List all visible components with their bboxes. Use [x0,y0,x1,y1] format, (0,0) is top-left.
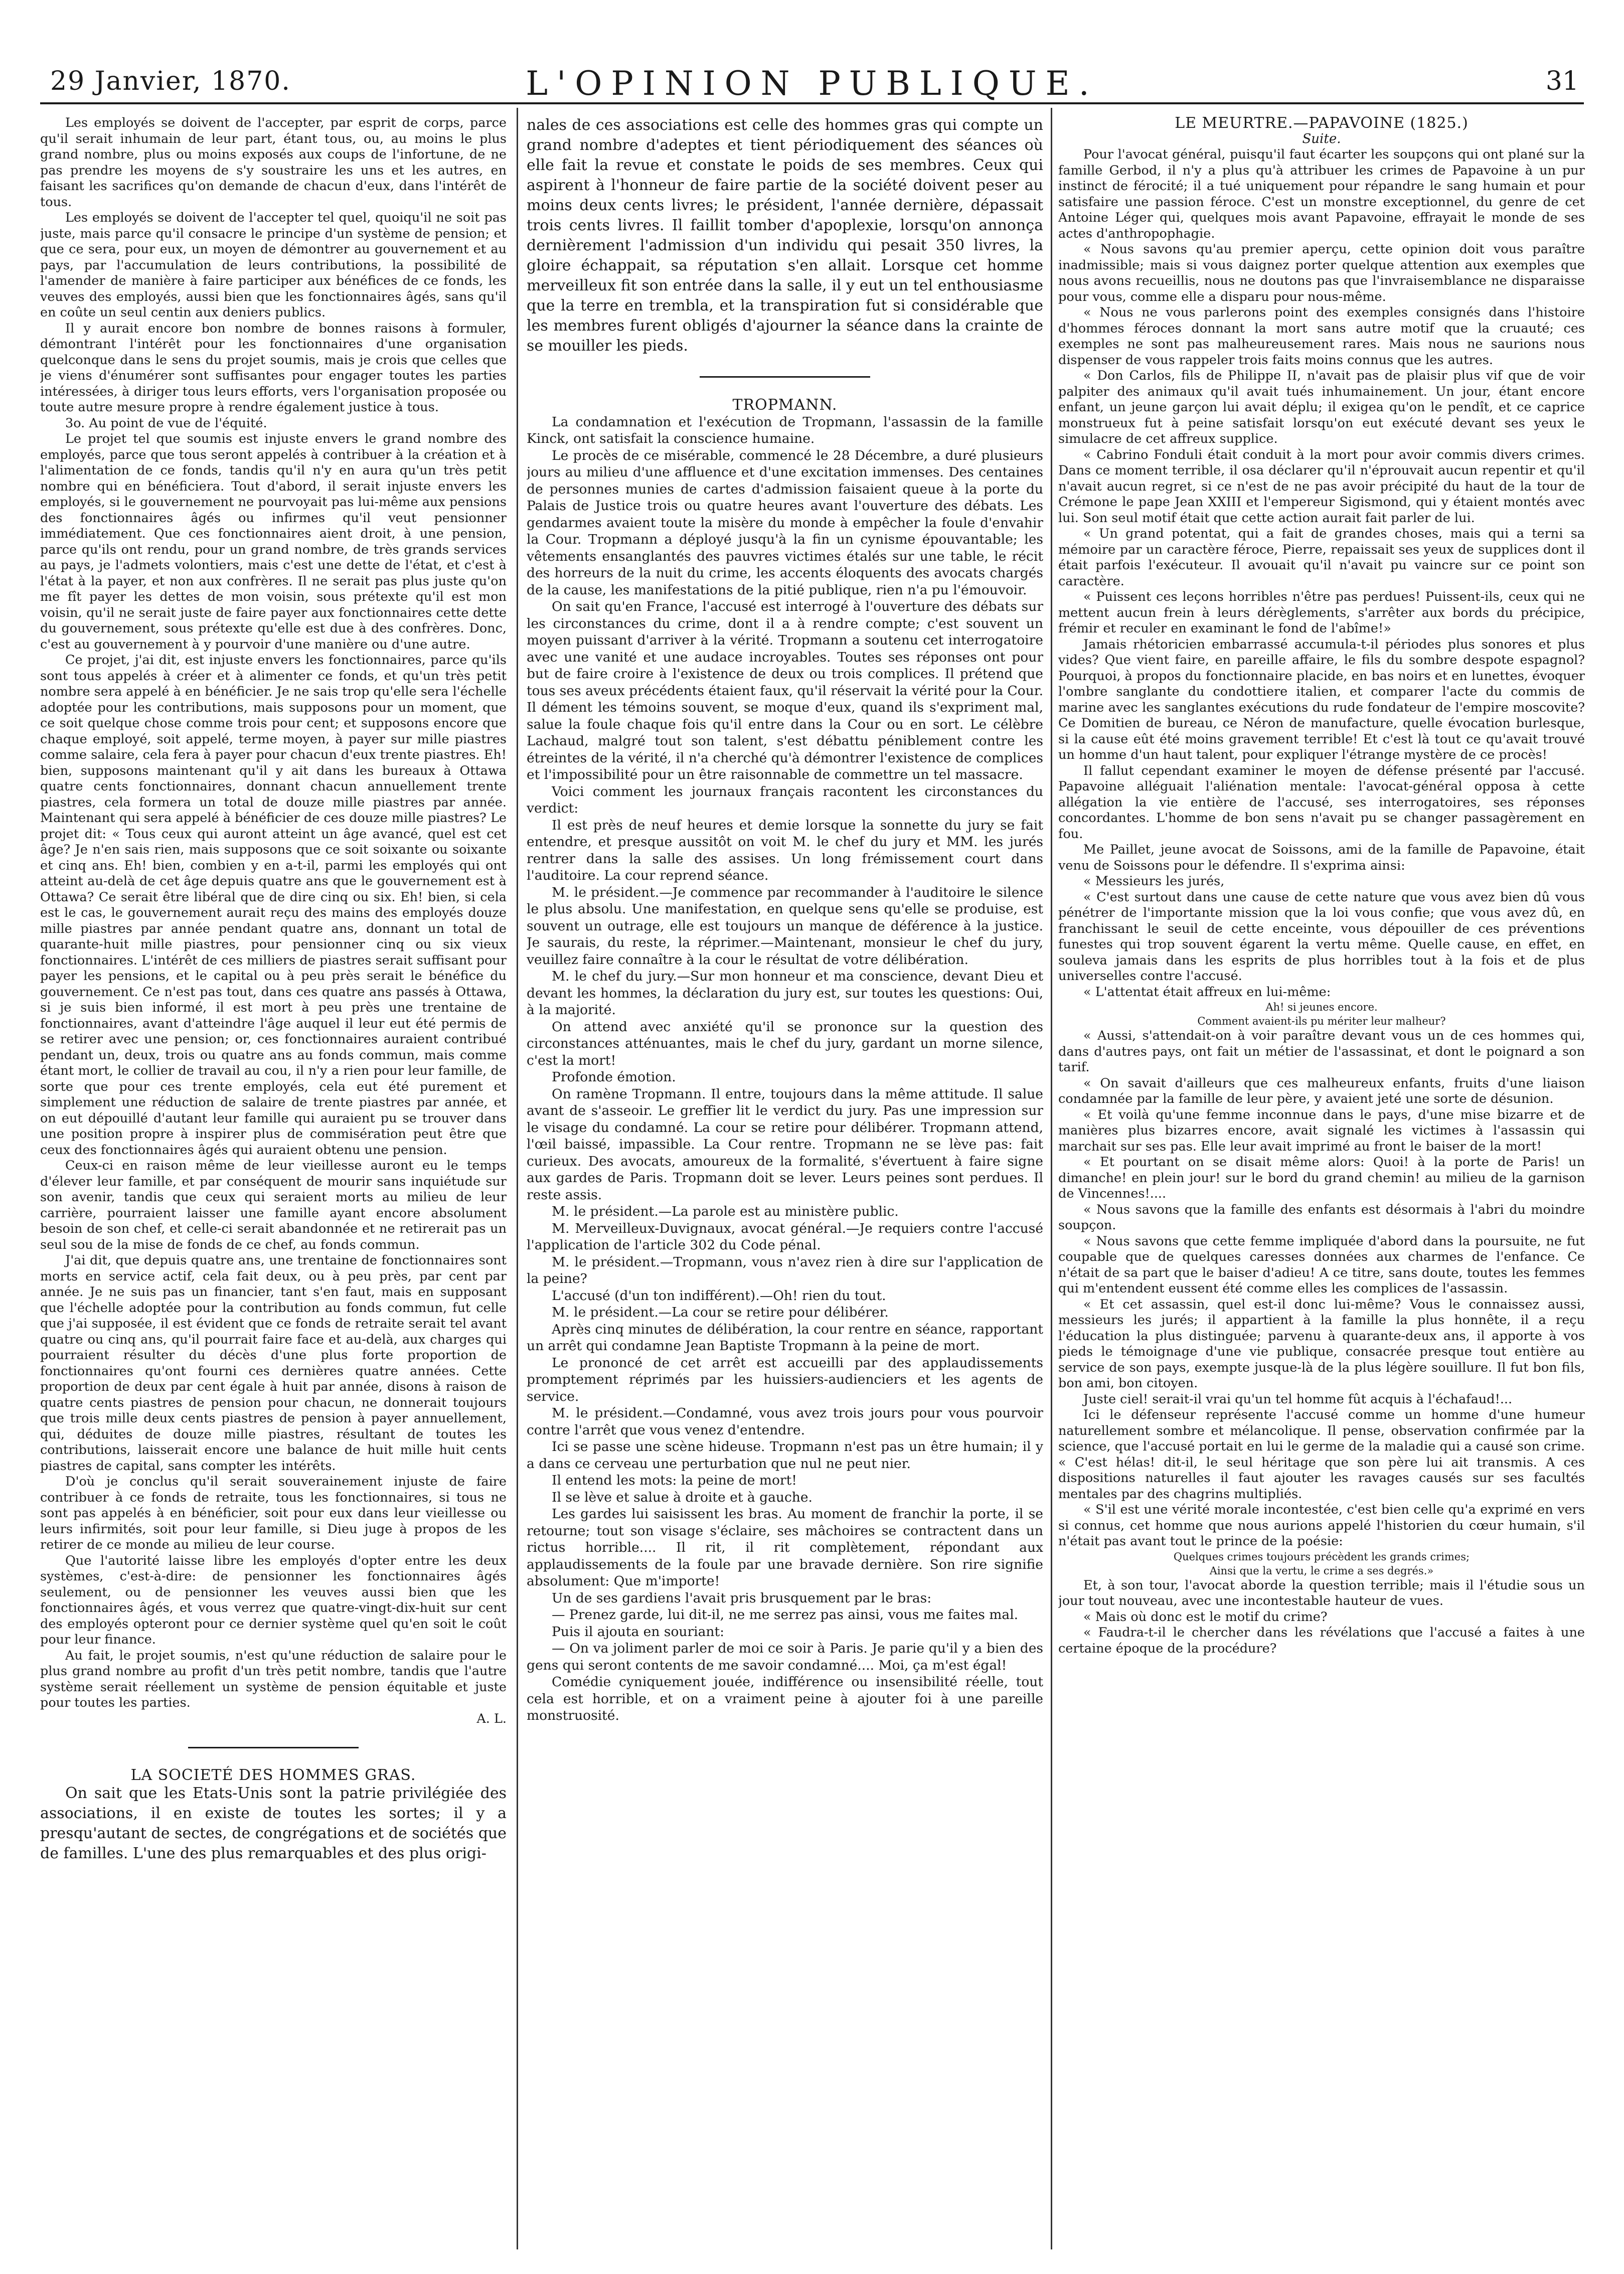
paragraph: « Faudra-t-il le chercher dans les révélations que l'accusé a faites à une certaine époque de la procédure? [1058,1625,1585,1656]
verse-line: Quelques crimes toujours précèdent les grands crimes; [1173,1550,1470,1563]
paragraph: Ici se passe une scène hideuse. Tropmann n'est pas un être humain; il y a dans ce cerveau une perturbation que nul ne peut nier. [527,1439,1043,1472]
paragraph: « Messieurs les jurés, [1083,874,1225,889]
paragraph: « Un grand potentat, qui a fait de grandes choses, mais qui a terni sa mémoire par un caractère féroce, Pierre, repaissait ses yeux de supplices dont il était parfois l'exécuteur. Il avouait qu'il n'avait pu vaincre sur ce point son caractère. [1058,526,1585,589]
papavoine-article [1058,147,1585,1000]
paragraph: M. le président.—Je commence par recommander à l'auditoire le silence le plus absolu. Une manifestation, en quelque sens qu'elle se produise, est souvent un outrage, elle est toujours un manque de déférence à la justice. Je saurais, du reste, la réprimer.—Maintenant, monsieur le chef du jury, veuillez faire connaître à la cour le résultat de votre délibération. [527,884,1043,967]
paragraph: M. le président.—La parole est au ministère public. [552,1204,899,1219]
paragraph: On attend avec anxiété qu'il se prononce sur la question des circonstances atténuantes, mais le chef du jury, gardant un morne silence, c'est la mort! [527,1019,1043,1068]
column-divider [1051,108,1052,2249]
paragraph: « On savait d'ailleurs que ces malheureux enfants, fruits d'une liaison condamnée par la famille de leur père, y avaient jeté une sorte de désunion. [1058,1075,1585,1106]
paragraph: L'accusé (d'un ton indifférent).—Oh! rien du tout. [552,1287,886,1304]
article-signature: A. L. [476,1711,507,1726]
paragraph: M. le président.—Tropmann, vous n'avez rien à dire sur l'application de la peine? [527,1254,1043,1286]
paragraph: Les gardes lui saisissent les bras. Au moment de franchir la porte, il se retourne; tout son visage s'éclaire, ses mâchoires se contractent dans un rictus horrible.... Il rit, il rit complètement, répondant aux applaudissements de la foule par une bravade dernière. Son rire signifie absolument: Que m'importe! [527,1506,1043,1589]
paragraph: « Et cet assassin, quel est-il donc lui-même? Vous le connaissez aussi, messieurs les jurés; il appartient à la famille la plus honnête, il a reçu l'éducation la plus distinguée; parvenu à quarante-deux ans, il apporte à vos pieds le témoignage d'une vie publique, consacrée presque tout entière au service de son pays, exempte jusque-là de la plus légère souillure. Il fut bon fils, bon ami, bon citoyen. [1058,1296,1585,1391]
paragraph: M. le président.—Condamné, vous avez trois jours pour vous pourvoir contre l'arrêt que vous venez d'entendre. [527,1405,1043,1438]
paragraph: Il entend les mots: la peine de mort! [552,1473,797,1488]
page-header [40,64,1584,104]
column-1 [40,115,507,2242]
paragraph: Le prononcé de cet arrêt est accueilli par des applaudissements promptement réprimés par les huissiers-audienciers et les agents de service. [527,1355,1043,1404]
paragraph: Que l'autorité laisse libre les employés d'opter entre les deux systèmes, c'est-à-dire: de pensionner les fonctionnaires âgés seulement, ou de pensionner les veuves aussi bien que les fonctionnaires âgés, et vous verrez que quatre-vingt-dix-huit sur cent des employés opteront pour ce dernier système quel qu'en soit le coût pour leur finance. [40,1553,507,1647]
paragraph: Les employés se doivent de l'accepter tel quel, quoiqu'il ne soit pas juste, mais parce qu'il consacre le principe d'un système de pension; et que ce sera, pour eux, un moyen de démontrer au gouvernement et au pays, par l'accumulation de leurs contributions, la possibilité de l'amender de manière à faire participer aux bénéfices de ce fonds, les veuves des employés, aussi bien que les fonctionnaires âgés, sans qu'il en coûte un seul centin aux deniers publics. [40,210,507,320]
paragraph: Comédie cyniquement jouée, indifférence ou insensibilité réelle, tout cela est horrible, et on a vraiment peine à ajouter foi à une pareille monstruosité. [527,1674,1043,1723]
paragraph: Après cinq minutes de délibération, la cour rentre en séance, rapportant un arrêt qui condamne Jean Baptiste Tropmann à la peine de mort. [527,1321,1043,1354]
paragraph: D'où je conclus qu'il serait souverainement injuste de faire contribuer à ce fonds de retraite, tous les fonctionnaires, si tous ne sont pas appelés à en bénéficier, soit pour eux dans leur vieillesse ou leurs infirmités, soit pour leur famille, si Dieu juge à propos de les retirer de ce monde au milieu de leur course. [40,1474,507,1552]
paragraph: Au fait, le projet soumis, n'est qu'une réduction de salaire pour le plus grand nombre au profit d'un très petit nombre, tandis que l'autre système serait réellement un système de pension équitable et juste pour toutes les parties. [40,1648,507,1710]
paragraph: Il y aurait encore bon nombre de bonnes raisons à formuler, démontrant l'intérêt pour les fonctionnaires d'une organisation quelconque dans le sens du projet soumis, mais je crois que celles que je viens d'énumérer sont suffisantes pour engager toutes les parties intéressées, à diriger tous leurs efforts, vers l'organisation proposée ou toute autre mesure propre à rendre également justice à tous. [40,320,507,415]
paragraph: « Mais où donc est le motif du crime? [1083,1609,1328,1625]
paragraph: On sait qu'en France, l'accusé est interrogé à l'ouverture des débats sur les circonstances du crime, dont il a à rendre compte; c'est souvent un moyen puissant d'arriver à la vérité. Tropmann a soutenu cet interrogatoire avec une vanité et une audace incroyables. Toutes ses réponses ont pour but de faire croire à l'existence de deux ou trois complices. Il prétend que tous ses aveux précédents étaient faux, qu'il réservait la vérité pour la Cour. Il dément les témoins souvent, se moque d'eux, quand ils s'expriment mal, salue la foule chaque fois qu'il entre dans la Cour ou en sort. Le célèbre Lachaud, malgré tout son talent, s'est débattu péniblement contre les étreintes de la vérité, il n'a cherché qu'à démontrer l'existence de complices et l'impossibilité pour un être raisonnable de commettre un tel massacre. [527,599,1043,782]
section-rule [188,1747,359,1748]
paragraph: « L'attentat était affreux en lui-même: [1083,984,1331,1000]
section-rule [700,376,870,378]
pension-article [40,115,507,1711]
verse-line: Ah! si jeunes encore. [1265,1001,1378,1013]
paragraph: M. le président.—La cour se retire pour délibérer. [552,1305,889,1320]
section-subtitle: Suite. [1302,131,1341,146]
paragraph: Il fallut cependant examiner le moyen de défense présenté par l'accusé. Papavoine alléguait l'aliénation mentale: l'avocat-général opposa à cette allégation la vie entière de l'accusé, ses interrogatoires, ses réponses concordantes. L'homme de bon sens n'avait pu se changer passagèrement en fou. [1058,763,1585,842]
paragraph: Juste ciel! serait-il vrai qu'un tel homme fût acquis à l'échafaud!... [1083,1391,1513,1407]
paragraph: Profonde émotion. [552,1069,676,1085]
paragraph: Ceux-ci en raison même de leur vieillesse auront eu le temps d'élever leur famille, et par conséquent de mourir sans inquiétude sur son avenir, tandis que ceux qui seraient morts au milieu de leur carrière, pourraient laisser une famille ayant encore absolument besoin de son chef, et celle-ci serait abandonnée et ne retirerait pas un seul sou de la mise de fonds de ce chef, au fonds commun. [40,1158,507,1252]
paragraph: Ce projet, j'ai dit, est injuste envers les fonctionnaires, parce qu'ils sont tous appelés à créer et à alimenter ce fonds, et qu'un très petit nombre sera appelé à en bénéficier. Je ne sais trop qu'elle sera l'échelle adoptée pour les contributions, mais supposons pour un moment, que ce soit quelque chose comme trois pour cent; et supposons encore que chaque employé, soit appelé, terme moyen, à payer sur mille piastres comme salaire, cela fera à payer pour chacun d'eux trente piastres. Eh! bien, supposons maintenant qu'il y ait dans les bureaux à Ottawa quatre cents fonctionnaires, donnant chacun annuellement trente piastres, cela formera un total de douze mille piastres par année. Maintenant qui sera appelé à bénéficier de ces douze mille piastres? Le projet dit: « Tous ceux qui auront atteint un âge avancé, quel est cet âge? Je n'en sais rien, mais supposons que ce soit soixante ou soixante et cinq ans. Eh! bien, combien y en a-t-il, parmi les employés qui ont atteint au-delà de cet âge depuis quatre ans que le gouvernement est à Ottawa? Ce serait être libéral que de dire cinq ou six. Eh! bien, si cela est le cas, le gouvernement aurait reçu des mains des employés douze mille piastres par année pendant quatre ans, donnant un total de quarante-huit mille piastres, pour pensionner cinq ou six vieux fonctionnaires. L'intérêt de ces milliers de piastres serait suffisant pour payer les pensions, et le capital ou à peu près serait le bénéfice du gouvernement. Ce n'est pas tout, dans ces quatre ans passés à Ottawa, si je suis bien informé, il est mort à peu près une trentaine de fonctionnaires, avant d'atteindre l'âge auquel il leur eut été permis de se retirer avec une pension; or, ces fonctionnaires auraient contribué pendant un, deux, trois ou quatre ans au fonds commun, mais comme étant mort, le collier de travail au cou, il n'y a rien pour leur famille, de sorte que pour ces trente employés, cela eut été purement et simplement une réduction de salaire de trente piastres par année, et on eut dépouillé d'autant leur famille qui auraient pu se trouver dans une position propre à inspirer plus de commisération peut être que ceux des fonctionnaires âgés qui auraient obtenu une pension. [40,653,507,1158]
section-title-tropmann: TROPMANN. [732,396,838,414]
paragraph: M. Merveilleux-Duvignaux, avocat général.—Je requiers contre l'accusé l'application de l'article 302 du Code pénal. [527,1220,1043,1253]
paragraph: 3o. Au point de vue de l'équité. [65,415,267,431]
papavoine-article-end [1058,1578,1585,1657]
tropmann-article [527,414,1043,1724]
paragraph: « Et voilà qu'une femme inconnue dans le pays, d'une mise bizarre et de manières plus bizarres encore, avait signalé les victimes à l'assassin qui marchait sur ses pas. Elle leur avait imprimé au front le baiser de la mort! [1058,1107,1585,1154]
paragraph: — On va joliment parler de moi ce soir à Paris. Je parie qu'il y a bien des gens qui seront contents de me savoir condamné.... Moi, ça m'est égal! [527,1641,1043,1673]
paragraph: Les employés se doivent de l'accepter, par esprit de corps, parce qu'il serait inhumain de leur part, étant tous, ou, au moins le plus grand nombre, plus ou moins exposés aux coups de l'infortune, de ne pas prendre les moyens de s'y soustraire les uns et les autres, en faisant les sacrifices qu'on demande de chacun d'eux, dans l'intérêt de tous. [40,115,507,210]
verse-line: Ainsi que la vertu, le crime a ses degrés.» [1209,1564,1434,1577]
column-divider [517,108,518,2249]
page-number: 31 [1545,66,1579,96]
paragraph: « Nous savons qu'au premier aperçu, cette opinion doit vous paraître inadmissible; mais si vous daignez porter quelque attention aux exemples que nous avons recueillis, nous ne doutons pas que l'invraisemblance ne disparaisse pour vous, comme elle a disparu pour nous-même. [1058,242,1585,304]
paragraph: « Et pourtant on se disait même alors: Quoi! à la porte de Paris! un dimanche! en plein jour! sur le bord du grand chemin! au milieu de la garnison de Vincennes!.... [1058,1155,1585,1201]
newspaper-title: L'OPINION PUBLIQUE. [526,64,1098,103]
column-3 [1058,115,1585,2242]
paragraph: « Nous ne vous parlerons point des exemples consignés dans l'histoire d'hommes féroces donnant la mort sans autre motif que la cruauté; ces exemples ne sont pas malheureusement rares. Mais nous ne saurions nous dispenser de vous rappeler trois faits moins connus que les autres. [1058,305,1585,368]
paragraph: Il se lève et salue à droite et à gauche. [552,1489,813,1505]
paragraph: Puis il ajouta en souriant: [552,1623,725,1640]
verse-line: Comment avaient-ils pu mériter leur malheur? [1197,1015,1446,1027]
paragraph: Jamais rhétoricien embarrassé accumula-t-il périodes plus sonores et plus vides? Que vient faire, en pareille affaire, le fils du sombre despote espagnol? Pourquoi, à propos du fonctionnaire placide, en bas noirs et en lunettes, évoquer l'ombre sanglante du condottiere italien, et comparer l'acte du commis de marine avec les sanglantes exécutions du rude fondateur de l'empire moscovite? Ce Domitien de bureau, ce Néron de manufacture, quelle évocation burlesque, si la cause eût été moins gravement terrible! Et c'est là tout ce qu'avait trouvé un homme d'un haut talent, pour expliquer l'étrange mystère de ce procès! [1058,636,1585,762]
hommes-gras-continued: nales de ces associations est celle des hommes gras qui compte un grand nombre d'adeptes et tient périodiquement des séances où elle fait la revue et constate le poids de ses membres. Ceux qui aspirent à l'honneur de faire partie de la société doivent peser au moins deux cents livres; le président, l'année dernière, dépassait trois cents livres. Il faillit tomber d'apoplexie, lorsqu'on annonça dernièrement l'admission d'un individu qui pesait 350 livres, la gloire échappait, sa réputation s'en allait. Lorsque cet homme merveilleux fit son entrée dans la salle, il y eut un tel enthousiasme que la terre en trembla, et la transpiration fut si considérable que les membres furent obligés d'ajourner la séance dans la crainte de se mouiller les pieds. [527,116,1043,355]
papavoine-article-continued [1058,1028,1585,1550]
section-title-hommes-gras: LA SOCIETÉ DES HOMMES GRAS. [130,1766,416,1784]
paragraph: « S'il est une vérité morale incontestée, c'est bien celle qu'a exprimé en vers si connus, cet homme que nous aurions appelé l'historien du cœur humain, s'il n'était pas avant tout le prince de la poésie: [1058,1502,1585,1549]
paragraph: « Puissent ces leçons horribles n'être pas perdues! Puissent-ils, ceux qui ne mettent aucun frein à leurs dérèglements, s'arrêter aux bords du précipice, frémir et reculer en examinant le fond de l'abîme!» [1058,589,1585,636]
column-2 [527,115,1043,2242]
paragraph: Et, à son tour, l'avocat aborde la question terrible; mais il l'étudie sous un jour tout nouveau, avec une incontestable hauteur de vues. [1058,1577,1585,1608]
paragraph: J'ai dit, que depuis quatre ans, une trentaine de fonctionnaires sont morts en service actif, cela fait deux, ou à peu près, par cent par année. Je ne suis pas un financier, tant s'en faut, mais en supposant que l'échelle adoptée pour la contribution au fonds commun, fut celle que j'ai supposée, il est évident que ce fonds de retraite serait tel avant quatre ou cinq ans, qu'il pourrait faire face et au-delà, aux charges qui pourraient résulter du décès d'une plus forte proportion de fonctionnaires qu'ont fourni ces dernières quatre années. Cette proportion de deux par cent égale à huit par année, disons à raison de quatre cents piastres de pension pour chacun, ne donnerait toujours que trois mille deux cents piastres de pension à payer annuellement, qui, déduites de douze mille piastres, résultant de toutes les contributions, laisserait encore une balance de huit mille huit cents piastres de capital, sans compter les intérêts. [40,1253,507,1474]
issue-date: 29 Janvier, 1870. [50,66,291,96]
paragraph: Voici comment les journaux français racontent les circonstances du verdict: [527,783,1043,816]
paragraph: Un de ses gardiens l'avait pris brusquement par le bras: [552,1590,932,1606]
paragraph: « Aussi, s'attendait-on à voir paraître devant vous un de ces hommes qui, dans d'autres pays, ont fait un métier de l'assassinat, et dont le poignard a son tarif. [1058,1028,1585,1075]
paragraph: M. le chef du jury.—Sur mon honneur et ma conscience, devant Dieu et devant les hommes, la déclaration du jury est, sur toutes les questions: Oui, à la majorité. [527,968,1043,1018]
paragraph: — Prenez garde, lui dit-il, ne me serrez pas ainsi, vous me faites mal. [552,1607,1019,1622]
paragraph: Le projet tel que soumis est injuste envers le grand nombre des employés, parce que tous seront appelés à contribuer à la création et à l'alimentation de ce fonds, tandis qu'il n'y en aura qu'un très petit nombre qui en bénéficiera. Tout d'abord, il serait injuste envers les employés, si le gouvernement ne pourvoyait pas lui-même aux pensions des fonctionnaires âgés ou infirmes qu'il veut pensionner immédiatement. Que ces fonctionnaires aient droit, à une pension, parce qu'ils ont rendu, pour un grand nombre, de très grands services au pays, je l'admets volontiers, mais c'est une dette de l'état, et c'est à l'état à la payer, et non aux confrères. Il ne serait pas plus juste qu'on me fît payer les dettes de mon voisin, sous prétexte qu'il est mon voisin, qu'il ne serait juste de faire payer aux fonctionnaires cette dette du gouvernement, sous prétexte qu'elle est due à des confrères. Donc, c'est au gouvernement à y pourvoir d'une manière ou d'une autre. [40,431,507,652]
paragraph: Il est près de neuf heures et demie lorsque la sonnette du jury se fait entendre, et presque aussitôt on voit M. le chef du jury et MM. les jurés rentrer dans la salle des assises. Un long frémissement court dans l'auditoire. La cour reprend séance. [527,817,1043,883]
paragraph: On ramène Tropmann. Il entre, toujours dans la même attitude. Il salue avant de s'asseoir. Le greffier lit le verdict du jury. Pas une impression sur le visage du condamné. La cour se retire pour délibérer. Tropmann attend, l'œil baissé, impassible. La Cour rentre. Tropmann ne se lève pas: fait curieux. Des avocats, amoureux de la formalité, s'évertuent à faire signe aux gardes de Paris. Tropmann doit se lever. Leurs peines sont perdues. Il reste assis. [527,1086,1043,1203]
paragraph: « Cabrino Fonduli était conduit à la mort pour avoir commis divers crimes. Dans ce moment terrible, il osa déclarer qu'il n'éprouvait aucun repentir et qu'il n'avait aucun regret, si ce n'est de ne pas avoir précipité du haut de la tour de Crémone le pape Jean XXIII et l'empereur Sigismond, qui y étaient montés avec lui. Son seul motif était que cette action aurait fait parler de lui. [1058,447,1585,526]
paragraph: « Nous savons que cette femme impliquée d'abord dans la poursuite, ne fut coupable que de quelques caresses données aux charmes de l'enfance. Ce n'était de sa part que le baiser d'adieu! A ce titre, sans doute, toutes les femmes qui m'entendent eussent été comme elles les complices de l'assassin. [1058,1233,1585,1296]
paragraph: Me Paillet, jeune avocat de Soissons, ami de la famille de Papavoine, était venu de Soissons pour le défendre. Il s'exprima ainsi: [1058,842,1585,873]
paragraph: Pour l'avocat général, puisqu'il faut écarter les soupçons qui ont plané sur la famille Gerbod, il n'y a plus qu'à attribuer les crimes de Papavoine à un pur instinct de férocité; il a tué uniquement pour répandre le sang humain et pour satisfaire une passion féroce. C'est un monstre exceptionnel, du genre de cet Antoine Léger qui, quelques mois avant Papavoine, effrayait le monde de ses actes d'anthropophagie. [1058,147,1585,241]
paragraph: « Nous savons que la famille des enfants est désormais à l'abri du moindre soupçon. [1058,1202,1585,1233]
paragraph: « C'est surtout dans une cause de cette nature que vous avez bien dû vous pénétrer de l'importante mission que la loi vous confie; que vous avez dû, en franchissant le seuil de cette enceinte, vous dépouiller de ces préventions funestes qui trop souvent égarent la vertu même. Quelle cause, en effet, en souleva jamais dans les esprits de plus horribles tout à la fois et de plus universelles contre l'accusé. [1058,889,1585,984]
hommes-gras-text: On sait que les Etats-Unis sont la patrie privilégiée des associations, il en existe de toutes les sortes; il y a presqu'autant de sectes, de congrégations et de sociétés que de familles. L'une des plus remarquables et des plus origi- [40,1784,507,1862]
section-title-papavoine: LE MEURTRE.—PAPAVOINE (1825.) [1175,115,1469,132]
paragraph: Ici le défenseur représente l'accusé comme un homme d'une humeur naturellement sombre et mélancolique. Il pense, observation confirmée par la science, que l'accusé portait en lui le germe de la maladie qui a causé son crime. « C'est hélas! dit-il, le seul héritage que son père lui ait transmis. A ces dispositions naturelles il faut ajouter les ravages causés sur ses facultés mentales par des chagrins multipliés. [1058,1407,1585,1502]
paragraph: « Don Carlos, fils de Philippe II, n'avait pas de plaisir plus vif que de voir palpiter des animaux qu'il avait tués inhumainement. Un jour, étant encore enfant, un jeune garçon lui avait déplu; il exigea qu'on le pendît, et ce caprice monstrueux fut à peine satisfait lorsqu'on eut exécuté devant ses yeux le simulacre de cet affreux supplice. [1058,368,1585,446]
paragraph: Le procès de ce misérable, commencé le 28 Décembre, a duré plusieurs jours au milieu d'une affluence et d'une excitation immenses. Des centaines de personnes munies de cartes d'admission faisaient queue à la porte du Palais de Justice trois ou quatre heures avant l'ouverture des débats. Les gendarmes avaient toute la misère du monde à empêcher la foule d'envahir la Cour. Tropmann a déployé jusqu'à la fin un cynisme épouvantable; les vêtements ensanglantés des pauvres victimes étalés sur une table, le récit des horreurs de la nuit du crime, les accents éloquents des avocats chargés de la cause, les manifestations de la pitié publique, rien n'a pu l'émouvoir. [527,447,1043,598]
paragraph: La condamnation et l'exécution de Tropmann, l'assassin de la famille Kinck, ont satisfait la conscience humaine. [527,414,1043,446]
